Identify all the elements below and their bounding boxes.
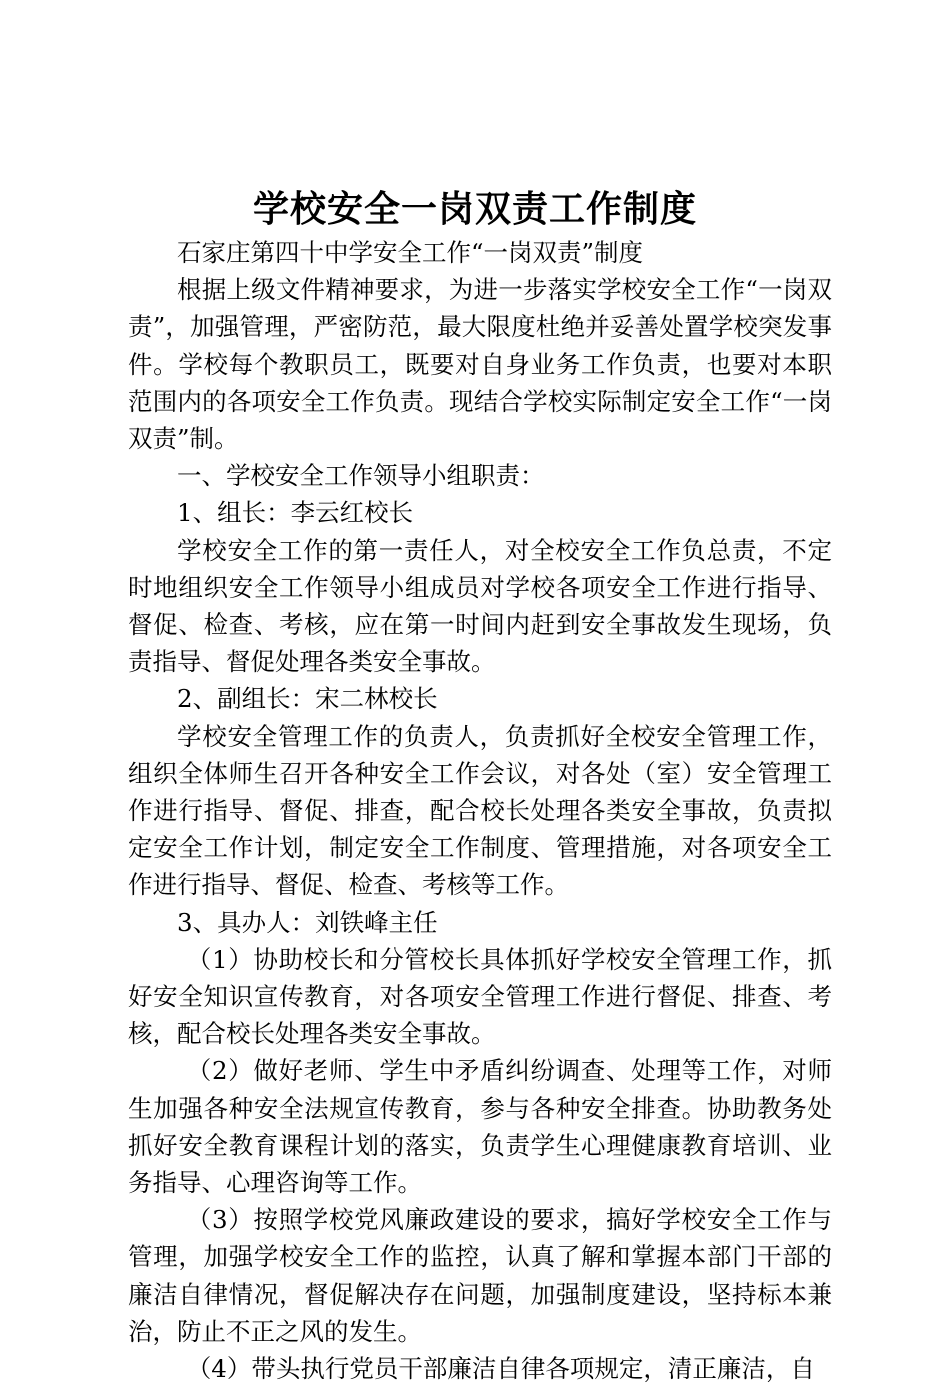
paragraph-officer-duty-4: （4）带头执行党员干部廉洁自律各项规定，清正廉洁，自 [186, 1354, 815, 1384]
paragraph-leader-duty: 学校安全工作的第一责任人，对全校安全工作负总责，不定时地组织安全工作领导小组成员对学校各项安全工作进行指导、督促、检查、考核，应在第一时间内赶到安全事故发生现场，负责指导、督促处理各类安全事故。 [128, 535, 832, 677]
role-heading-officer: 3、具办人：刘铁峰主任 [177, 907, 438, 937]
document-title: 学校安全一岗双责工作制度 [252, 188, 697, 230]
document-body [128, 234, 832, 1387]
paragraph-subtitle: 石家庄第四十中学安全工作“一岗双责”制度 [177, 238, 644, 267]
paragraph-officer-duty-3: （3）按照学校党风廉政建设的要求，搞好学校安全工作与管理，加强学校安全工作的监控，认真了解和掌握本部门干部的廉洁自律情况，督促解决存在问题，加强制度建设，坚持标本兼治，防止不正之风的发生。 [128, 1205, 832, 1346]
paragraph-officer-duty-2: （2）做好老师、学生中矛盾纠纷调查、处理等工作，对师生加强各种安全法规宣传教育，参与各种安全排查。协助教务处抓好安全教育课程计划的落实，负责学生心理健康教育培训、业务指导、心理咨询等工作。 [128, 1056, 832, 1198]
role-heading-leader: 1、组长：李云红校长 [177, 498, 414, 528]
paragraph-officer-duty-1: （1）协助校长和分管校长具体抓好学校安全管理工作，抓好安全知识宣传教育，对各项安全管理工作进行督促、排查、考核，配合校长处理各类安全事故。 [128, 944, 832, 1049]
paragraph-intro: 根据上级文件精神要求，为进一步落实学校安全工作“一岗双责”，加强管理，严密防范，最大限度杜绝并妥善处置学校突发事件。学校每个教职员工，既要对自身业务工作负责，也要对本职范围内的各项安全工作负责。现结合学校实际制定安全工作“一岗双责”制。 [128, 275, 832, 454]
paragraph-deputy-duty: 学校安全管理工作的负责人，负责抓好全校安全管理工作，组织全体师生召开各种安全工作会议，对各处（室）安全管理工作进行指导、督促、排查，配合校长处理各类安全事故，负责拟定安全工作计划，制定安全工作制度、管理措施，对各项安全工作进行指导、督促、检查、考核等工作。 [128, 721, 832, 900]
section-heading: 一、学校安全工作领导小组职责： [177, 461, 545, 491]
role-heading-deputy: 2、副组长：宋二林校长 [177, 684, 438, 714]
